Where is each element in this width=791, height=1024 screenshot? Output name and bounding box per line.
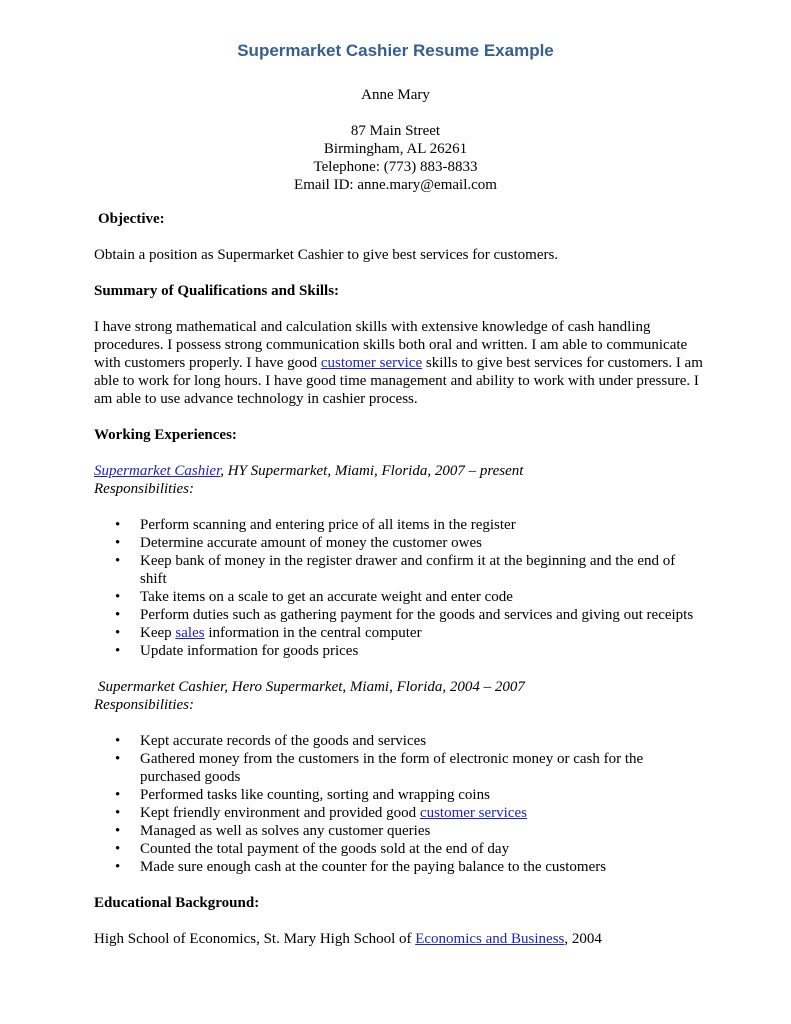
responsibility-item bbox=[94, 534, 704, 552]
bullet-icon: • bbox=[115, 859, 121, 875]
job2-responsibilities-label: Responsibilities: bbox=[94, 697, 194, 713]
experience-heading: Working Experiences: bbox=[94, 427, 237, 443]
resume-body bbox=[94, 210, 704, 948]
bullet-icon: • bbox=[115, 751, 121, 767]
objective-text: Obtain a position as Supermarket Cashier to give best services for customers. bbox=[94, 247, 559, 263]
responsibility-item bbox=[94, 606, 704, 624]
bullet-icon: • bbox=[115, 841, 121, 857]
bullet-icon: • bbox=[115, 589, 121, 605]
responsibility-text: Take items on a scale to get an accurate weight and enter code bbox=[140, 589, 513, 605]
responsibility-item bbox=[94, 822, 704, 840]
summary-text-part: I have strong mathematical and calculation skills with extensive knowledge of cash handling procedures. I possess strong communication skills both oral and written. I am able to communicate with customers properly. I have good bbox=[94, 319, 688, 371]
job2-responsibilities-list bbox=[94, 732, 704, 876]
responsibility-text: Keep bank of money in the register drawer and confirm it at the beginning and the end of shift bbox=[140, 553, 676, 587]
bullet-icon: • bbox=[115, 823, 121, 839]
job1-responsibilities-list bbox=[94, 516, 704, 660]
responsibility-text: Perform scanning and entering price of all items in the register bbox=[140, 517, 516, 533]
summary-heading: Summary of Qualifications and Skills: bbox=[94, 283, 340, 299]
contact-block bbox=[0, 86, 791, 194]
responsibility-text: Made sure enough cash at the counter for the paying balance to the customers bbox=[140, 859, 607, 875]
bullet-icon: • bbox=[115, 805, 121, 821]
job1-title bbox=[94, 462, 704, 480]
objective-heading: Objective: bbox=[98, 211, 165, 227]
responsibility-item bbox=[94, 588, 704, 606]
job1-responsibilities-label: Responsibilities: bbox=[94, 481, 194, 497]
responsibility-link[interactable]: customer services bbox=[419, 805, 527, 821]
responsibility-text: Update information for goods prices bbox=[140, 643, 359, 659]
responsibility-text: Determine accurate amount of money the customer owes bbox=[140, 535, 482, 551]
responsibility-item bbox=[94, 516, 704, 534]
job2-title: Supermarket Cashier, Hero Supermarket, Miami, Florida, 2004 – 2007 bbox=[98, 679, 525, 695]
responsibility-text: Keep bbox=[140, 625, 176, 641]
responsibility-text: Kept friendly environment and provided good bbox=[140, 805, 420, 821]
bullet-icon: • bbox=[115, 553, 121, 569]
responsibility-item bbox=[94, 858, 704, 876]
responsibility-item bbox=[94, 840, 704, 858]
summary-text-part: skills to give best services for customers. I am able to work for long hours. I have good time management and ability to work with under pressure. I am able to use advance technology in cashier process. bbox=[94, 355, 703, 407]
bullet-icon: • bbox=[115, 733, 121, 749]
bullet-icon: • bbox=[115, 625, 121, 641]
bullet-icon: • bbox=[115, 535, 121, 551]
document-title: Supermarket Cashier Resume Example bbox=[237, 41, 554, 60]
education-text-part: , 2004 bbox=[564, 931, 602, 947]
education-heading: Educational Background: bbox=[94, 895, 260, 911]
responsibility-item bbox=[94, 642, 704, 660]
responsibility-text: information in the central computer bbox=[204, 625, 422, 641]
responsibility-link[interactable]: sales bbox=[175, 625, 205, 641]
address-line: Birmingham, AL 26261 bbox=[323, 141, 468, 157]
responsibility-item bbox=[94, 786, 704, 804]
supermarket-cashier-link[interactable]: Supermarket Cashier bbox=[94, 463, 221, 479]
applicant-name: Anne Mary bbox=[361, 87, 430, 103]
responsibility-text: Counted the total payment of the goods sold at the end of day bbox=[140, 841, 510, 857]
economics-and-business-link[interactable]: Economics and Business bbox=[415, 931, 565, 947]
telephone-line: Telephone: (773) 883-8833 bbox=[313, 159, 478, 175]
responsibility-item bbox=[94, 552, 704, 588]
education-text-part: High School of Economics, St. Mary High School of bbox=[94, 931, 416, 947]
education-text bbox=[94, 930, 704, 948]
responsibility-text: Managed as well as solves any customer queries bbox=[140, 823, 431, 839]
responsibility-text: Performed tasks like counting, sorting and wrapping coins bbox=[140, 787, 490, 803]
email-line: Email ID: anne.mary@email.com bbox=[294, 177, 497, 193]
summary-text bbox=[94, 318, 704, 408]
bullet-icon: • bbox=[115, 643, 121, 659]
responsibility-item bbox=[94, 732, 704, 750]
bullet-icon: • bbox=[115, 517, 121, 533]
responsibility-text: Perform duties such as gathering payment for the goods and services and giving out receipts bbox=[140, 607, 694, 623]
responsibility-text: Gathered money from the customers in the form of electronic money or cash for the purchased goods bbox=[140, 751, 644, 785]
responsibility-text: Kept accurate records of the goods and services bbox=[140, 733, 427, 749]
bullet-icon: • bbox=[115, 607, 121, 623]
address-line: 87 Main Street bbox=[350, 123, 441, 139]
responsibility-item bbox=[94, 624, 704, 642]
responsibility-item bbox=[94, 750, 704, 786]
job1-title-rest: , HY Supermarket, Miami, Florida, 2007 – present bbox=[220, 463, 524, 479]
bullet-icon: • bbox=[115, 787, 121, 803]
customer-service-link[interactable]: customer service bbox=[320, 355, 423, 371]
responsibility-item bbox=[94, 804, 704, 822]
